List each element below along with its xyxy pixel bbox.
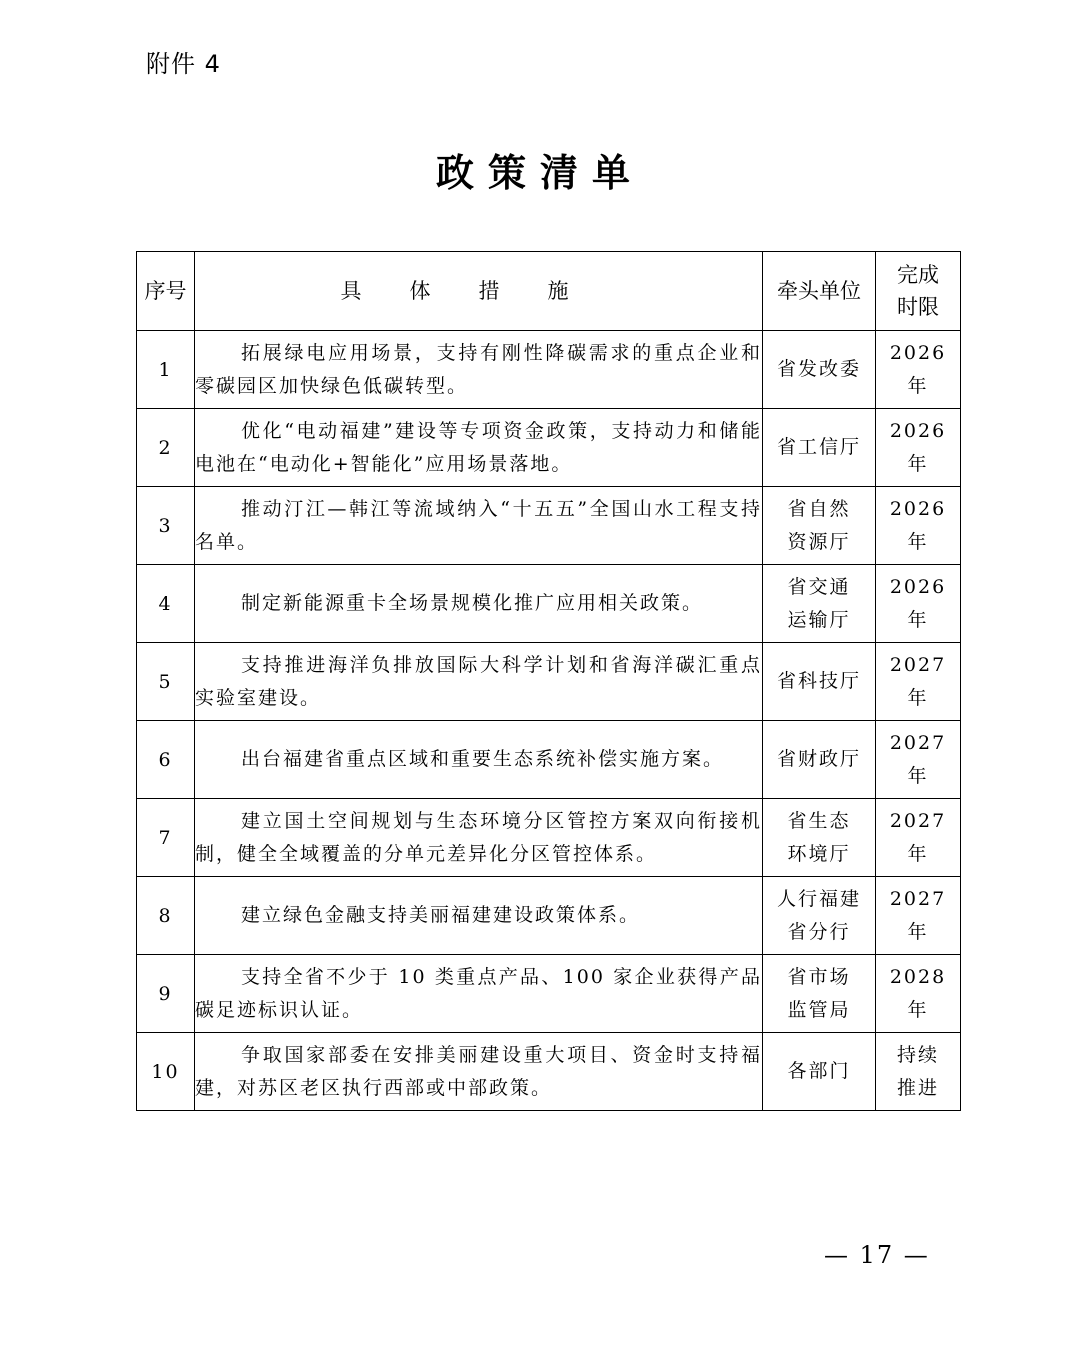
row-unit-text: 人行福建省分行 bbox=[776, 887, 861, 943]
row-deadline: 2028 年 bbox=[876, 955, 961, 1033]
row-unit: 省工信厅 bbox=[763, 409, 876, 487]
page-number: — 17 — bbox=[824, 1241, 930, 1269]
row-measure: 建立国土空间规划与生态环境分区管控方案双向衔接机制，健全全域覆盖的分单元差异化分区管控体系。 bbox=[195, 799, 763, 877]
table-row bbox=[137, 565, 961, 643]
row-unit-text: 省自然资源厅 bbox=[787, 497, 851, 553]
row-seq: 7 bbox=[137, 799, 195, 877]
table-row bbox=[137, 799, 961, 877]
row-unit bbox=[763, 565, 876, 643]
row-unit-text: 省交通运输厅 bbox=[787, 575, 851, 631]
row-deadline bbox=[876, 1033, 961, 1111]
row-measure: 支持全省不少于 10 类重点产品、100 家企业获得产品碳足迹标识认证。 bbox=[195, 955, 763, 1033]
table-row bbox=[137, 643, 961, 721]
row-seq: 6 bbox=[137, 721, 195, 799]
table-row bbox=[137, 409, 961, 487]
table-header-row bbox=[137, 252, 961, 331]
row-deadline: 2027 年 bbox=[876, 877, 961, 955]
row-unit bbox=[763, 799, 876, 877]
row-measure: 争取国家部委在安排美丽建设重大项目、资金时支持福建，对苏区老区执行西部或中部政策。 bbox=[195, 1033, 763, 1111]
row-unit-text: 省生态环境厅 bbox=[787, 809, 851, 865]
row-deadline: 2026 年 bbox=[876, 487, 961, 565]
header-deadline bbox=[876, 252, 961, 331]
table-row bbox=[137, 721, 961, 799]
row-deadline: 2026 年 bbox=[876, 565, 961, 643]
row-seq: 10 bbox=[137, 1033, 195, 1111]
row-measure: 推动汀江—韩江等流域纳入“十五五”全国山水工程支持名单。 bbox=[195, 487, 763, 565]
row-deadline: 2027 年 bbox=[876, 799, 961, 877]
row-unit-text: 省市场监管局 bbox=[787, 965, 851, 1021]
row-measure: 拓展绿电应用场景，支持有刚性降碳需求的重点企业和零碳园区加快绿色低碳转型。 bbox=[195, 331, 763, 409]
row-seq: 8 bbox=[137, 877, 195, 955]
row-measure: 建立绿色金融支持美丽福建建设政策体系。 bbox=[195, 877, 763, 955]
table-row bbox=[137, 331, 961, 409]
row-seq: 2 bbox=[137, 409, 195, 487]
table-row bbox=[137, 1033, 961, 1111]
row-deadline: 2027 年 bbox=[876, 643, 961, 721]
row-measure: 制定新能源重卡全场景规模化推广应用相关政策。 bbox=[195, 565, 763, 643]
header-measure: 具体措施 bbox=[195, 252, 763, 331]
attachment-label: 附件 4 bbox=[146, 50, 221, 78]
page-title: 政策清单 bbox=[435, 150, 644, 195]
row-measure: 出台福建省重点区域和重要生态系统补偿实施方案。 bbox=[195, 721, 763, 799]
row-unit: 省科技厅 bbox=[763, 643, 876, 721]
header-seq: 序号 bbox=[137, 252, 195, 331]
row-unit: 省发改委 bbox=[763, 331, 876, 409]
table-row bbox=[137, 955, 961, 1033]
row-seq: 4 bbox=[137, 565, 195, 643]
row-measure: 优化“电动福建”建设等专项资金政策，支持动力和储能电池在“电动化+智能化”应用场景落地。 bbox=[195, 409, 763, 487]
row-unit: 各部门 bbox=[763, 1033, 876, 1111]
row-seq: 5 bbox=[137, 643, 195, 721]
row-unit bbox=[763, 487, 876, 565]
row-seq: 1 bbox=[137, 331, 195, 409]
row-unit: 省财政厅 bbox=[763, 721, 876, 799]
row-seq: 3 bbox=[137, 487, 195, 565]
table-row bbox=[137, 877, 961, 955]
row-deadline: 2026 年 bbox=[876, 409, 961, 487]
row-unit bbox=[763, 877, 876, 955]
row-unit bbox=[763, 955, 876, 1033]
header-deadline-text: 完成时限 bbox=[897, 263, 939, 319]
row-deadline: 2026 年 bbox=[876, 331, 961, 409]
row-seq: 9 bbox=[137, 955, 195, 1033]
row-measure: 支持推进海洋负排放国际大科学计划和省海洋碳汇重点实验室建设。 bbox=[195, 643, 763, 721]
row-deadline: 2027 年 bbox=[876, 721, 961, 799]
row-deadline-text: 持续推进 bbox=[896, 1043, 939, 1099]
header-unit: 牵头单位 bbox=[763, 252, 876, 331]
table-row bbox=[137, 487, 961, 565]
policy-table bbox=[136, 251, 961, 1111]
